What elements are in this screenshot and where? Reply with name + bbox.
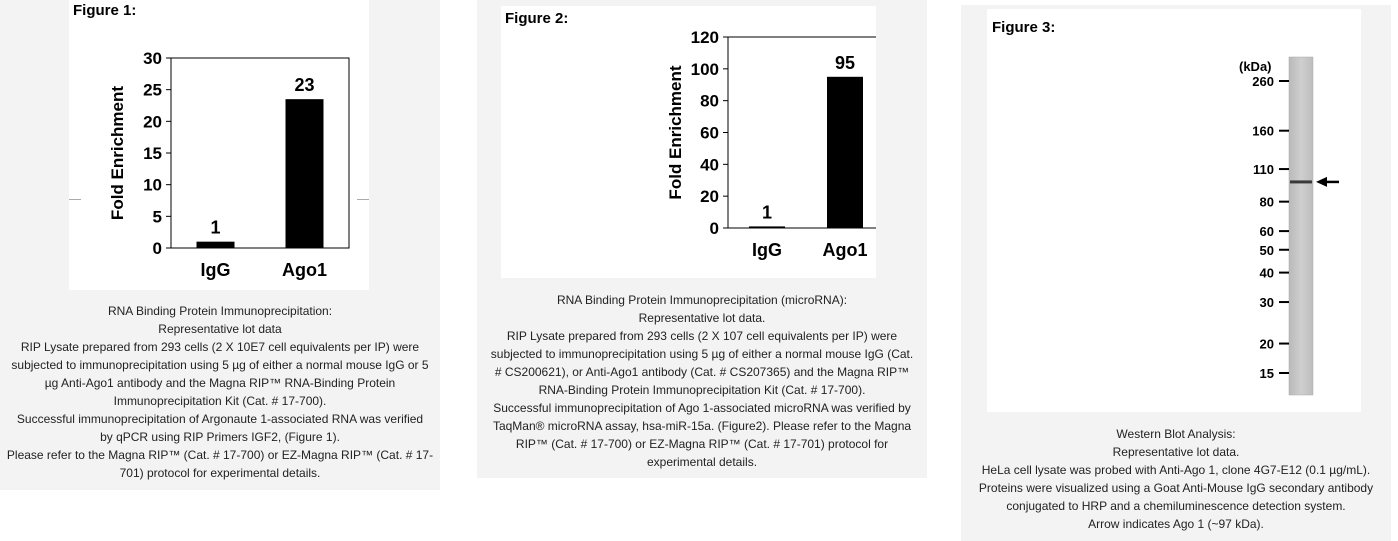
- caption-line: µg Anti-Ago1 antibody and the Magna RIP™ RNA-Binding Protein: [44, 376, 396, 390]
- left-arrow-icon: [1316, 177, 1339, 187]
- figure-2-caption: [479, 291, 925, 471]
- caption-line: RNA Binding Protein Immunoprecipitation (microRNA):: [556, 293, 848, 307]
- y-tick-label: 80: [700, 91, 719, 111]
- marker-label: 30: [1259, 295, 1274, 311]
- caption-line: TaqMan® microRNA assay, hsa-miR-15a. (Figure2). Please refer to the Magna: [492, 419, 912, 433]
- y-tick-label: 5: [152, 207, 162, 227]
- marker-label: 50: [1259, 242, 1274, 258]
- x-tick-label: Ago1: [282, 260, 327, 280]
- figure-3-caption: [961, 425, 1391, 533]
- caption-line: RIP™ (Cat. # 17-700) or EZ-Magna RIP™ (Cat. # 17-701) protocol for: [515, 437, 889, 451]
- caption-line: 701) protocol for experimental details.: [119, 466, 321, 480]
- y-tick-label: 120: [690, 28, 719, 47]
- y-tick-label: 0: [152, 239, 162, 258]
- caption-line: Successful immunoprecipitation of Ago 1-associated microRNA was verified by: [493, 401, 911, 415]
- caption-line: RIP Lysate prepared from 293 cells (2 X 107 cell equivalents per IP) were: [506, 329, 898, 343]
- caption-line: subjected to immunoprecipitation using 5 µg of either a normal mouse IgG or 5: [11, 358, 429, 372]
- y-tick-label: 25: [143, 80, 162, 100]
- divider-dash-left: [69, 199, 81, 200]
- marker-label: 160: [1252, 123, 1274, 139]
- marker-label: 60: [1259, 224, 1274, 240]
- figure-1-bar-chart: [69, 0, 369, 290]
- kda-unit-label: (kDa): [1239, 59, 1272, 74]
- y-tick-label: 10: [143, 175, 162, 195]
- caption-line: Successful immunoprecipitation of Argonaute 1-associated RNA was verified: [16, 412, 424, 426]
- caption-line: Arrow indicates Ago 1 (~97 kDa).: [1088, 517, 1264, 531]
- caption-line: Please refer to the Magna RIP™ (Cat. # 17-700) or EZ-Magna RIP™ (Cat. # 17-: [6, 448, 434, 462]
- y-tick-label: 40: [700, 155, 719, 175]
- caption-line: HeLa cell lysate was probed with Anti-Ago 1, clone 4G7-E12 (0.1 µg/mL).: [981, 463, 1371, 477]
- divider-dash-right: [357, 199, 369, 200]
- x-tick-label: Ago1: [822, 240, 868, 260]
- western-blot: [987, 9, 1361, 412]
- marker-label: 20: [1259, 336, 1274, 352]
- caption-line: Immunoprecipitation Kit (Cat. # 17-700).: [113, 394, 327, 408]
- marker-label: 40: [1259, 265, 1274, 281]
- figure-3-title: Figure 3:: [992, 19, 1056, 36]
- y-tick-label: 100: [690, 59, 719, 79]
- caption-line: Representative lot data: [158, 322, 282, 336]
- figure-1-caption: [0, 302, 440, 482]
- x-tick-label: IgG: [752, 240, 782, 260]
- data-label: 1: [210, 217, 221, 238]
- figure-2-title: Figure 2:: [505, 10, 569, 27]
- marker-label: 260: [1252, 74, 1274, 89]
- bar-igg: [197, 242, 235, 248]
- figure-2-bar-chart: [501, 6, 876, 278]
- caption-line: subjected to immunoprecipitation using 5 µg of either a normal mouse IgG (Cat.: [490, 347, 914, 361]
- y-axis-label: Fold Enrichment: [108, 85, 127, 221]
- bar-igg: [749, 226, 785, 228]
- figure-3-panel: [961, 5, 1391, 541]
- caption-line: # CS200621), or Anti-Ago1 antibody (Cat. # CS207365) and the Magna RIP™: [494, 365, 910, 379]
- marker-label: 15: [1259, 366, 1274, 381]
- y-axis-label: Fold Enrichment: [666, 65, 685, 200]
- marker-label: 80: [1259, 194, 1274, 210]
- ago1-band: [1290, 180, 1312, 183]
- caption-line: Western Blot Analysis:: [1116, 427, 1236, 441]
- caption-line: Representative lot data.: [638, 311, 766, 325]
- blot-lane: [1289, 57, 1313, 395]
- y-tick-label: 20: [143, 112, 162, 132]
- y-tick-label: 15: [143, 144, 162, 163]
- caption-line: by qPCR using RIP Primers IGF2, (Figure 1).: [100, 430, 340, 444]
- y-tick-label: 0: [709, 219, 719, 238]
- figure-2-canvas: [501, 6, 876, 278]
- marker-label: 110: [1253, 162, 1274, 178]
- caption-line: Representative lot data.: [1112, 445, 1240, 459]
- caption-line: RNA-Binding Protein Immunoprecipitation Kit (Cat. # 17-700).: [538, 383, 866, 397]
- data-label: 95: [834, 52, 856, 73]
- bar-ago1: [827, 77, 863, 228]
- figure-2-panel: [477, 0, 927, 478]
- caption-line: experimental details.: [646, 455, 758, 469]
- data-label: 23: [294, 75, 315, 96]
- caption-line: RNA Binding Protein Immunoprecipitation:: [107, 304, 333, 318]
- caption-line: Proteins were visualized using a Goat Anti-Mouse IgG secondary antibody: [978, 481, 1374, 495]
- caption-line: conjugated to HRP and a chemiluminescence detection system.: [1006, 499, 1346, 513]
- x-tick-label: IgG: [200, 260, 231, 280]
- bar-ago1: [286, 99, 324, 248]
- y-tick-label: 30: [143, 49, 162, 68]
- figure-1-title: Figure 1:: [73, 2, 137, 19]
- y-tick-label: 20: [700, 187, 719, 207]
- figure-1-panel: [0, 0, 440, 490]
- figure-3-canvas: [987, 9, 1361, 412]
- y-tick-label: 60: [700, 123, 719, 143]
- caption-line: RIP Lysate prepared from 293 cells (2 X 10E7 cell equivalents per IP) were: [20, 340, 420, 354]
- data-label: 1: [761, 202, 773, 223]
- figure-1-canvas: [69, 0, 369, 290]
